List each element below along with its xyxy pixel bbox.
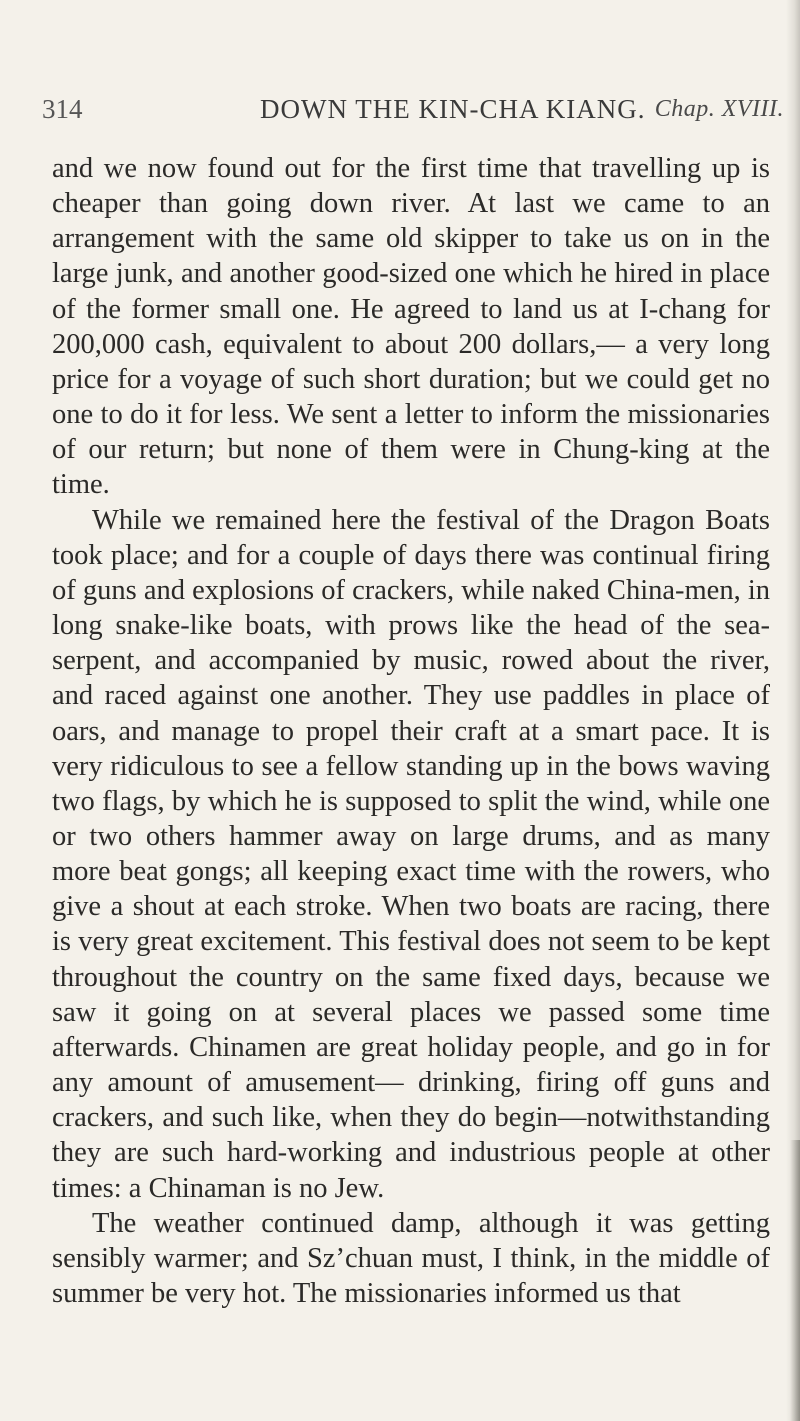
paragraph: and we now found out for the first time that travelling up is cheaper than going down river. At last we came to an arrangement with the same old skipper to take us on in the large junk, and another good-sized one which he hired in place of the former small one. He agreed to land us at I-chang for 200,000 cash, equivalent to about 200 dollars,— a very long price for a voyage of such short duration; but we could get no one to do it for less. We sent a letter to inform the missionaries of our return; but none of them were in Chung-king at the time. [52,153,770,501]
paragraph: The weather continued damp, although it was getting sensibly warmer; and Sz’chuan must, I think, in the middle of summer be very hot. The missionaries informed us that [52,1207,770,1309]
body-text [52,151,770,1311]
paragraph: While we remained here the festival of the Dragon Boats took place; and for a couple of days there was continual firing of guns and explosions of crackers, while naked China-men, in long snake-like boats, with prows like the head of the sea-serpent, and accompanied by music, rowed about the river, and raced against one another. They use paddles in place of oars, and manage to propel their craft at a smart pace. It is very ridiculous to see a fellow standing up in the bows waving two flags, by which he is supposed to split the wind, while one or two others hammer away on large drums, and as many more beat gongs; all keeping exact time with the rowers, who give a shout at each stroke. When two boats are racing, there is very great excitement. This festival does not seem to be kept throughout the country on the same fixed days, because we saw it going on at several places we passed some time afterwards. Chinamen are great holiday people, and go in for any amount of amusement— drinking, firing off guns and crackers, and such like, when they do begin—notwithstanding they are such hard-working and industrious people at other times: a Chinaman is no Jew. [52,504,770,1204]
page-edge-shadow-lower [790,1140,800,1421]
running-title: DOWN THE KIN-CHA KIANG. [260,94,646,124]
running-header [42,94,784,130]
page-number: 314 [42,94,83,124]
chapter-label: Chap. XVIII. [654,96,784,122]
